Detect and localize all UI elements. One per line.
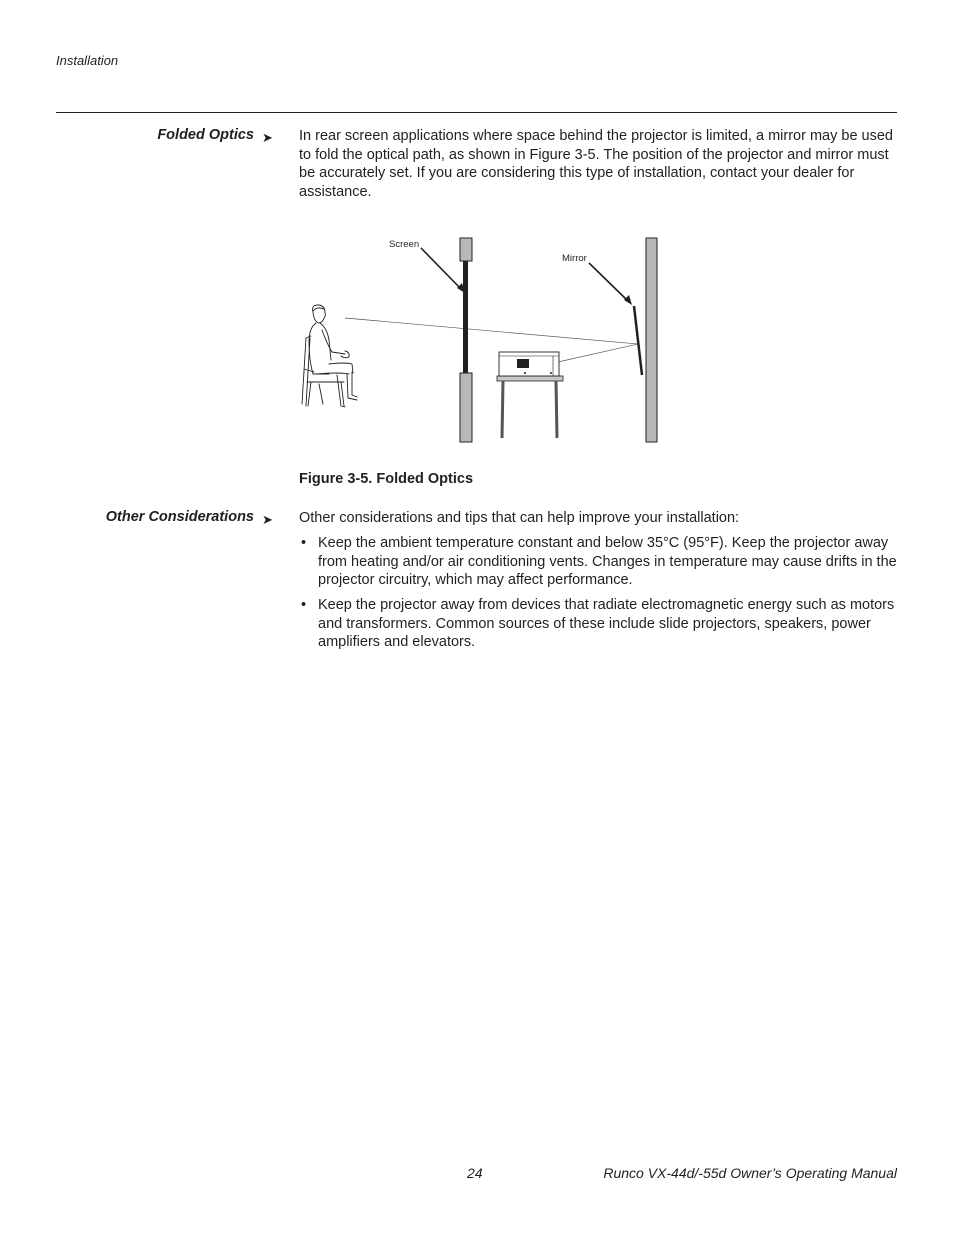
table-leg-right bbox=[556, 381, 557, 438]
figure-caption: Figure 3-5. Folded Optics bbox=[299, 471, 474, 487]
folded-optics-paragraph: In rear screen applications where space behind the projector is limited, a mirror may be used to fold the optical path, as shown in Figure 3-5. The position of the projector and mirror must be accurately set. If you are considering this type of installation, contact your dealer for assistance. bbox=[299, 128, 893, 200]
beam-line-top bbox=[345, 318, 638, 344]
arrowhead-right-icon: ➤ bbox=[262, 130, 273, 145]
arrowhead-right-icon: ➤ bbox=[262, 512, 273, 527]
beam-line-bottom bbox=[558, 344, 638, 362]
folded-optics-figure bbox=[299, 232, 669, 447]
projector bbox=[499, 352, 559, 376]
header-rule bbox=[56, 112, 897, 113]
running-head: Installation bbox=[56, 53, 119, 68]
screen-surface bbox=[463, 261, 468, 373]
section-heading-other-considerations: Other Considerations bbox=[105, 509, 254, 525]
folded-optics-diagram bbox=[299, 232, 669, 447]
page-number: 24 bbox=[467, 1165, 483, 1181]
mirror-leader-arrowhead bbox=[624, 295, 632, 305]
mirror-label: Mirror bbox=[562, 253, 587, 264]
mirror-leader-line bbox=[589, 263, 629, 302]
manual-title: Runco VX-44d/-55d Owner’s Operating Manual bbox=[603, 1165, 897, 1181]
section-heading-folded-optics: Folded Optics bbox=[157, 127, 254, 143]
list-item bbox=[299, 534, 897, 590]
list-item bbox=[299, 596, 897, 652]
mirror bbox=[634, 306, 642, 375]
list-item-text: Keep the ambient temperature constant and below 35°C (95°F). Keep the projector away from heating and/or air conditioning vents. Changes in temperature may cause drifts in the projector circuitry, which may affect performance. bbox=[318, 535, 897, 589]
list-item-text: Keep the projector away from devices that radiate electromagnetic energy such as motors and transformers. Common sources of these include slide projectors, speakers, power amplifiers and elevators. bbox=[318, 597, 895, 651]
table-top bbox=[497, 376, 563, 381]
table-leg-left bbox=[502, 381, 503, 438]
screen-bottom-frame bbox=[460, 373, 472, 442]
considerations-list bbox=[299, 534, 897, 659]
other-considerations-intro: Other considerations and tips that can help improve your installation: bbox=[299, 510, 740, 526]
screen-top-frame bbox=[460, 238, 472, 261]
bullet-dot-icon: • bbox=[301, 597, 307, 614]
rear-wall bbox=[646, 238, 657, 442]
screen-label: Screen bbox=[389, 239, 420, 250]
bullet-dot-icon: • bbox=[301, 535, 307, 551]
seated-viewer bbox=[302, 305, 357, 407]
screen-leader-line bbox=[421, 248, 462, 290]
